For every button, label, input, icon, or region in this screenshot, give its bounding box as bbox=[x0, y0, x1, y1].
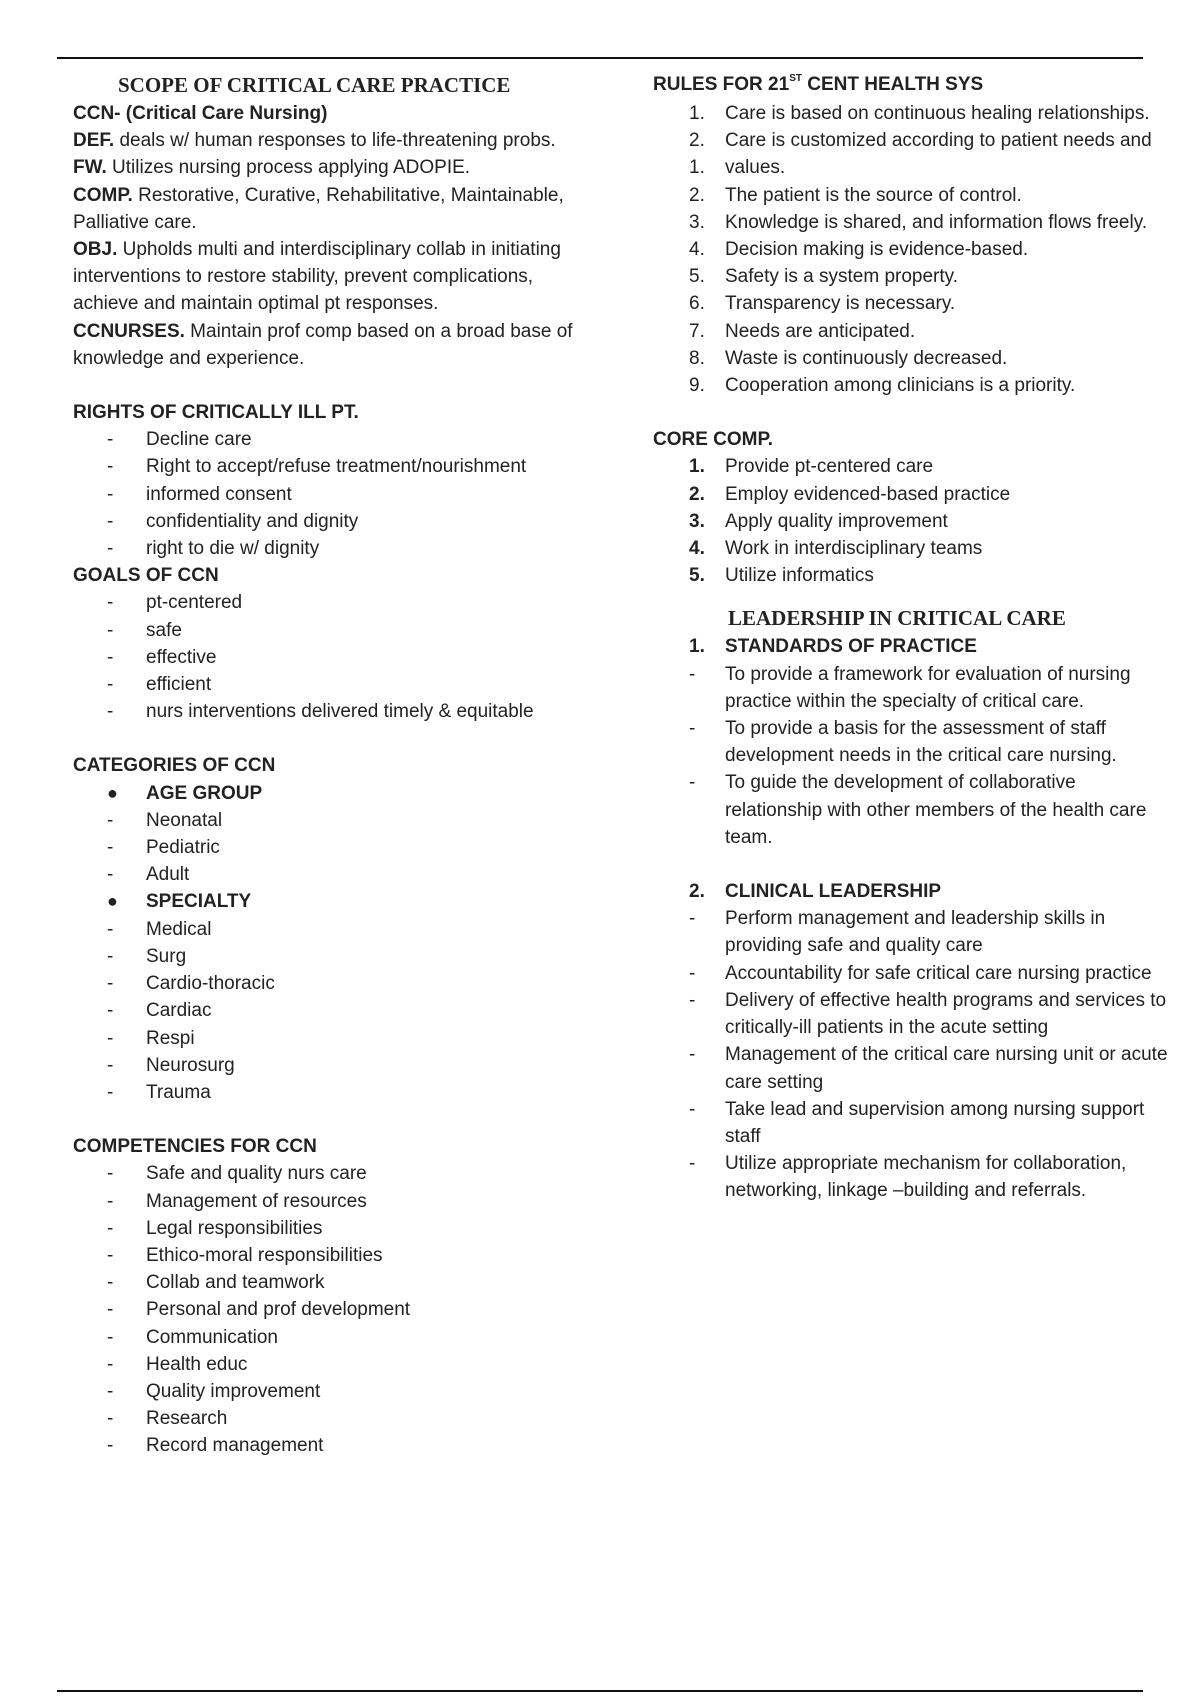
list-item: - Decline care bbox=[107, 429, 252, 451]
obj-text: Upholds multi and interdisciplinary collab in initiating interventions to restore stability, prevent complications, achieve and maintain optimal pt responses. bbox=[73, 239, 561, 315]
list-item: - Cardio-thoracic bbox=[107, 973, 275, 995]
list-item: - Neonatal bbox=[107, 809, 223, 831]
ccnurses-paragraph bbox=[73, 318, 593, 372]
list-item: 3. Apply quality improvement bbox=[689, 510, 948, 532]
list-item: - Utilize appropriate mechanism for collaboration, networking, linkage –building and referrals. bbox=[689, 1153, 1127, 1202]
list-item: 5. Safety is a system property. bbox=[689, 266, 959, 288]
list-item: 2. Care is customized according to patient needs and bbox=[689, 130, 1152, 152]
categories-list bbox=[73, 780, 593, 1106]
fw-label: FW. bbox=[73, 157, 107, 179]
list-item: - Neurosurg bbox=[107, 1054, 235, 1076]
ccnurses-label: CCNURSES. bbox=[73, 320, 185, 342]
list-item: - Right to accept/refuse treatment/nourishment bbox=[107, 456, 527, 478]
core-comp-heading: CORE COMP. bbox=[653, 429, 774, 451]
right-column bbox=[653, 70, 1173, 1205]
age-group-label: ● AGE GROUP bbox=[73, 780, 593, 807]
list-item: 1. Care is based on continuous healing relationships. bbox=[689, 103, 1150, 124]
list-item: - Legal responsibilities bbox=[107, 1217, 323, 1239]
list-item: - Communication bbox=[107, 1326, 278, 1348]
rights-list bbox=[73, 426, 593, 562]
list-item: - Medical bbox=[107, 918, 212, 940]
scope-title: SCOPE OF CRITICAL CARE PRACTICE bbox=[118, 73, 511, 97]
bottom-rule bbox=[57, 1690, 1143, 1692]
list-item: - nurs interventions delivered timely & equitable bbox=[107, 701, 534, 723]
comp-paragraph bbox=[73, 182, 593, 236]
list-item: - To provide a framework for evaluation of nursing practice within the specialty of critical care. bbox=[689, 663, 1131, 712]
left-column bbox=[73, 70, 593, 1460]
list-item: - Record management bbox=[107, 1435, 324, 1457]
list-item: 4. Decision making is evidence-based. bbox=[689, 239, 1029, 261]
list-item: - To guide the development of collaborative relationship with other members of the health care team. bbox=[689, 772, 1147, 848]
list-item: 2. Employ evidenced-based practice bbox=[689, 483, 1011, 505]
list-item: - informed consent bbox=[107, 483, 292, 505]
list-item: - Adult bbox=[107, 864, 190, 886]
obj-paragraph bbox=[73, 236, 593, 318]
list-item: - efficient bbox=[107, 674, 212, 696]
competencies-heading: COMPETENCIES FOR CCN bbox=[73, 1136, 317, 1158]
comp-text: Restorative, Curative, Rehabilitative, Maintainable, Palliative care. bbox=[73, 184, 564, 233]
comp-label: COMP. bbox=[73, 184, 133, 206]
list-item: 2. The patient is the source of control. bbox=[689, 184, 1022, 206]
leadership-title: LEADERSHIP IN CRITICAL CARE bbox=[728, 606, 1066, 631]
standards-heading: 1. STANDARDS OF PRACTICE bbox=[689, 636, 977, 658]
list-item: - Research bbox=[107, 1408, 228, 1430]
rules-list bbox=[653, 100, 1173, 399]
list-item: - confidentiality and dignity bbox=[107, 510, 359, 532]
list-item: 5. Utilize informatics bbox=[689, 565, 874, 587]
specialty-label: ● SPECIALTY bbox=[73, 888, 593, 915]
def-label: DEF. bbox=[73, 130, 115, 152]
list-item: - Cardiac bbox=[107, 1000, 212, 1022]
list-item: 8. Waste is continuously decreased. bbox=[689, 347, 1008, 369]
standards-list bbox=[653, 661, 1173, 851]
def-text: deals w/ human responses to life-threatening probs. bbox=[114, 130, 556, 152]
list-item: - Accountability for safe critical care nursing practice bbox=[689, 962, 1152, 984]
bullet-icon: ● bbox=[107, 891, 118, 912]
list-item: - Personal and prof development bbox=[107, 1299, 411, 1321]
list-item: - Respi bbox=[107, 1027, 195, 1049]
def-paragraph bbox=[73, 127, 593, 154]
list-item: 7. Needs are anticipated. bbox=[689, 320, 916, 342]
fw-text: Utilizes nursing process applying ADOPIE. bbox=[106, 157, 471, 179]
list-item: - Delivery of effective health programs and services to critically-ill patients in the acute setting bbox=[689, 989, 1167, 1039]
list-item: - Management of resources bbox=[107, 1190, 367, 1212]
list-item: 3. Knowledge is shared, and information flows freely. bbox=[689, 211, 1148, 233]
list-item: - Health educ bbox=[107, 1353, 248, 1375]
ccn-heading: CCN- (Critical Care Nursing) bbox=[73, 103, 328, 124]
clinical-leadership-heading: 2. CLINICAL LEADERSHIP bbox=[689, 881, 942, 903]
list-item: 1. Provide pt-centered care bbox=[689, 456, 934, 478]
rules-heading: RULES FOR 21ST CENT HEALTH SYS bbox=[653, 72, 984, 95]
list-item: - pt-centered bbox=[107, 592, 243, 614]
list-item: - Collab and teamwork bbox=[107, 1272, 325, 1294]
list-item: - Pediatric bbox=[107, 837, 220, 859]
top-rule bbox=[57, 57, 1143, 59]
clinical-leadership-list bbox=[653, 905, 1173, 1204]
competencies-list bbox=[73, 1160, 593, 1459]
list-item: - Surg bbox=[107, 945, 187, 967]
rights-heading: RIGHTS OF CRITICALLY ILL PT. bbox=[73, 402, 359, 424]
list-item: - Quality improvement bbox=[107, 1380, 321, 1402]
list-item: - right to die w/ dignity bbox=[107, 538, 320, 560]
goals-heading: GOALS OF CCN bbox=[73, 565, 219, 587]
list-item: - Safe and quality nurs care bbox=[107, 1163, 367, 1185]
list-item: - Perform management and leadership skills in providing safe and quality care bbox=[689, 908, 1106, 957]
goals-list bbox=[73, 589, 593, 725]
list-item: - Trauma bbox=[107, 1081, 211, 1103]
list-item: - To provide a basis for the assessment of staff development needs in the critical care nursing. bbox=[689, 718, 1117, 767]
list-item: - Ethico-moral responsibilities bbox=[107, 1244, 383, 1266]
list-item: 4. Work in interdisciplinary teams bbox=[689, 538, 983, 560]
categories-heading: CATEGORIES OF CCN bbox=[73, 755, 276, 777]
list-item: - safe bbox=[107, 619, 182, 641]
list-item: - Take lead and supervision among nursing support staff bbox=[689, 1098, 1145, 1147]
list-item: 9. Cooperation among clinicians is a priority. bbox=[689, 375, 1076, 397]
list-item: 6. Transparency is necessary. bbox=[689, 293, 956, 315]
list-item: - Management of the critical care nursing unit or acute care setting bbox=[689, 1044, 1168, 1093]
obj-label: OBJ. bbox=[73, 239, 118, 261]
core-comp-list bbox=[653, 453, 1173, 589]
ccnurses-text: Maintain prof comp based on a broad base of knowledge and experience. bbox=[73, 320, 573, 369]
list-item: - effective bbox=[107, 646, 217, 668]
bullet-icon: ● bbox=[107, 782, 118, 803]
list-item: 1. values. bbox=[689, 157, 786, 179]
fw-paragraph bbox=[73, 154, 593, 181]
